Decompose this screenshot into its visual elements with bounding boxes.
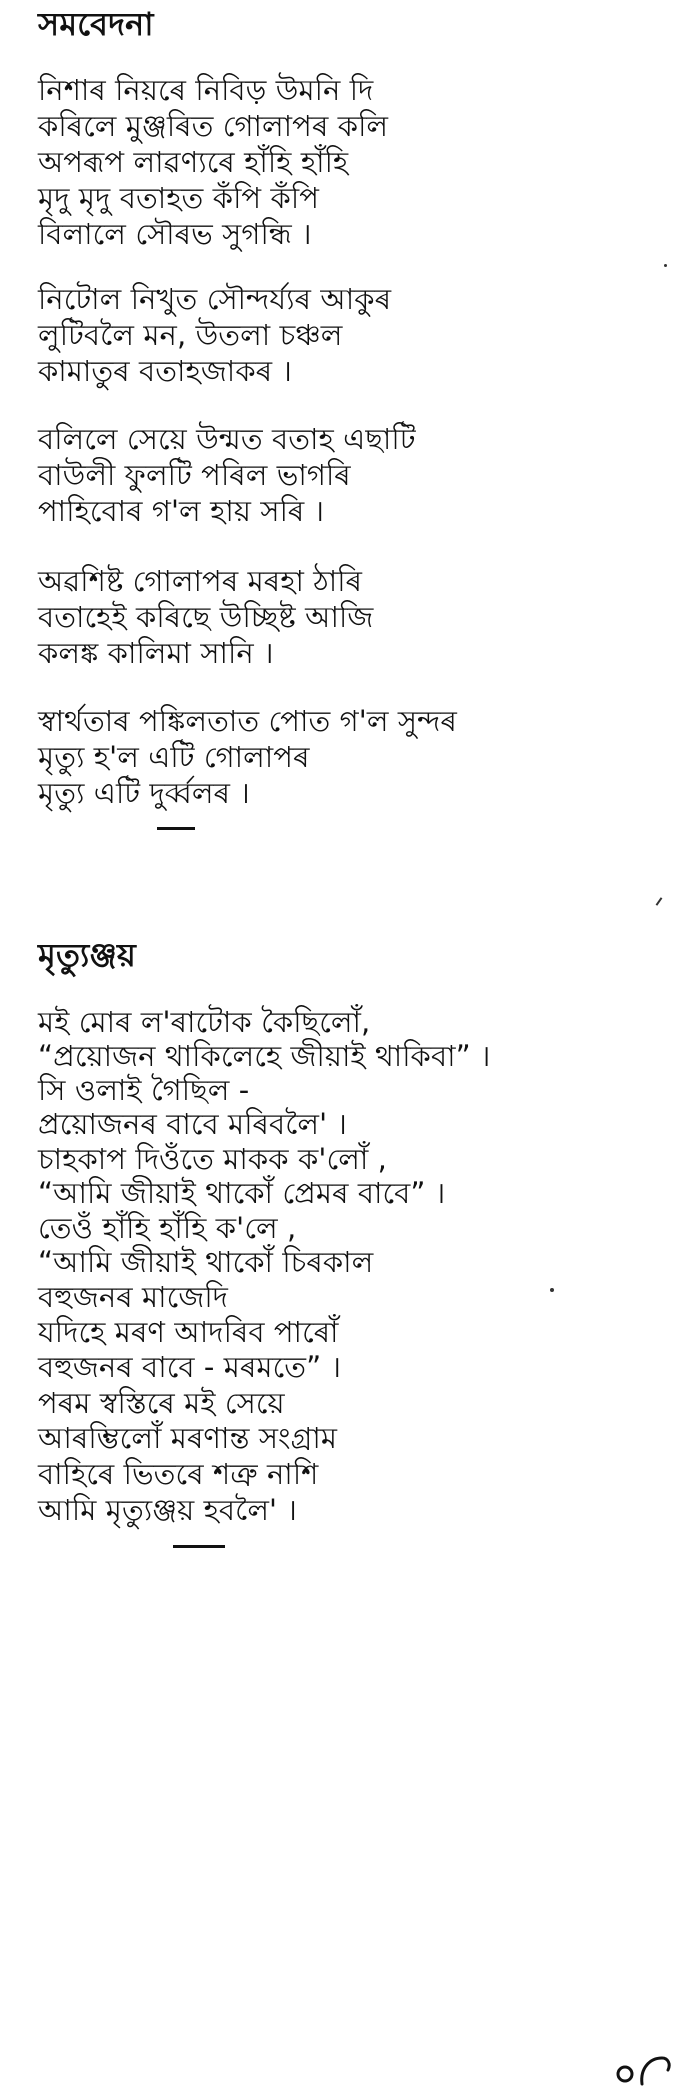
poem-line: তেওঁ হাঁহি হাঁহি ক'লে , bbox=[38, 1211, 297, 1245]
poem-line: কলঙ্ক কালিমা সানি । bbox=[38, 636, 274, 670]
scan-speck bbox=[664, 264, 667, 267]
poem-line: বহুজনৰ মাজেদি bbox=[38, 1280, 229, 1314]
poem-line: কৰিলে মুঞ্জৰিত গোলাপৰ কলি bbox=[38, 109, 389, 143]
poem-line: মৃত্যু হ'ল এটি গোলাপৰ bbox=[38, 740, 310, 774]
poem-line: বহুজনৰ বাবে - মৰমতে” । bbox=[38, 1350, 342, 1384]
poem-line: স্বাৰ্থতাৰ পঙ্কিলতাত পোত গ'ল সুন্দৰ bbox=[38, 704, 457, 738]
poem-line: অৱশিষ্ট গোলাপৰ মৰহা ঠাৰি bbox=[38, 564, 363, 598]
section-divider bbox=[173, 1545, 225, 1548]
poem-line: মৃত্যু এটি দুৰ্ব্বলৰ । bbox=[38, 776, 250, 810]
poem-title: মৃত্যুঞ্জয় bbox=[38, 936, 137, 974]
scan-speck bbox=[656, 897, 663, 906]
poem-line: পৰম স্বস্তিৰে মই সেয়ে bbox=[38, 1386, 285, 1420]
page-number bbox=[612, 2050, 672, 2086]
poem-line: চাহকাপ দিওঁতে মাকক ক'লোঁ , bbox=[38, 1142, 387, 1176]
poem-line: “আমি জীয়াই থাকোঁ প্ৰেমৰ বাবে” । bbox=[38, 1176, 446, 1210]
poem-line: সি ওলাই গৈছিল - bbox=[38, 1073, 250, 1107]
poem-line: অপৰূপ লাৱণ্যৰে হাঁহি হাঁহি bbox=[38, 145, 349, 179]
poem-line: নিশাৰ নিয়ৰে নিবিড় উমনি দি bbox=[38, 73, 374, 107]
poem-line: বিলালে সৌৰভ সুগন্ধি । bbox=[38, 217, 312, 251]
poem-line: যদিহে মৰণ আদৰিব পাৰোঁ bbox=[38, 1315, 339, 1349]
poem-line: আৰম্ভিলোঁ মৰণান্ত সংগ্ৰাম bbox=[38, 1421, 338, 1455]
poem-line: “প্ৰয়োজন থাকিলেহে জীয়াই থাকিবা” । bbox=[38, 1039, 491, 1073]
poem-line: বাহিৰে ভিতৰে শত্ৰু নাশি bbox=[38, 1457, 319, 1491]
poem-line: মই মোৰ ল'ৰাটোক কৈছিলোঁ, bbox=[38, 1005, 371, 1039]
poem-line: বাউলী ফুলটি পৰিল ভাগৰি bbox=[38, 458, 351, 492]
poem-line: আমি মৃত্যুঞ্জয় হবলৈ' । bbox=[38, 1493, 297, 1527]
poem-line: প্ৰয়োজনৰ বাবে মৰিবলৈ' । bbox=[38, 1107, 347, 1141]
poem-line: লুটিবলৈ মন, উতলা চঞ্চল bbox=[38, 318, 343, 352]
poem-line: পাহিবোৰ গ'ল হায় সৰি । bbox=[38, 494, 325, 528]
poem-line: বলিলে সেয়ে উন্মত বতাহ এছাটি bbox=[38, 422, 416, 456]
section-divider bbox=[157, 827, 195, 830]
poem-line: কামাতুৰ বতাহজাকৰ । bbox=[38, 354, 292, 388]
poem-title: সমবেদনা bbox=[38, 5, 154, 43]
poem-line: নিটোল নিখুত সৌন্দৰ্য্যৰ আকুৰ bbox=[38, 282, 392, 316]
poem-line: বতাহেই কৰিছে উচ্ছিষ্ট আজি bbox=[38, 600, 374, 634]
poem-line: “আমি জীয়াই থাকোঁ চিৰকাল bbox=[38, 1245, 374, 1279]
scan-speck bbox=[550, 1288, 554, 1292]
poem-line: মৃদু মৃদু বতাহত কঁপি কঁপি bbox=[38, 181, 319, 215]
